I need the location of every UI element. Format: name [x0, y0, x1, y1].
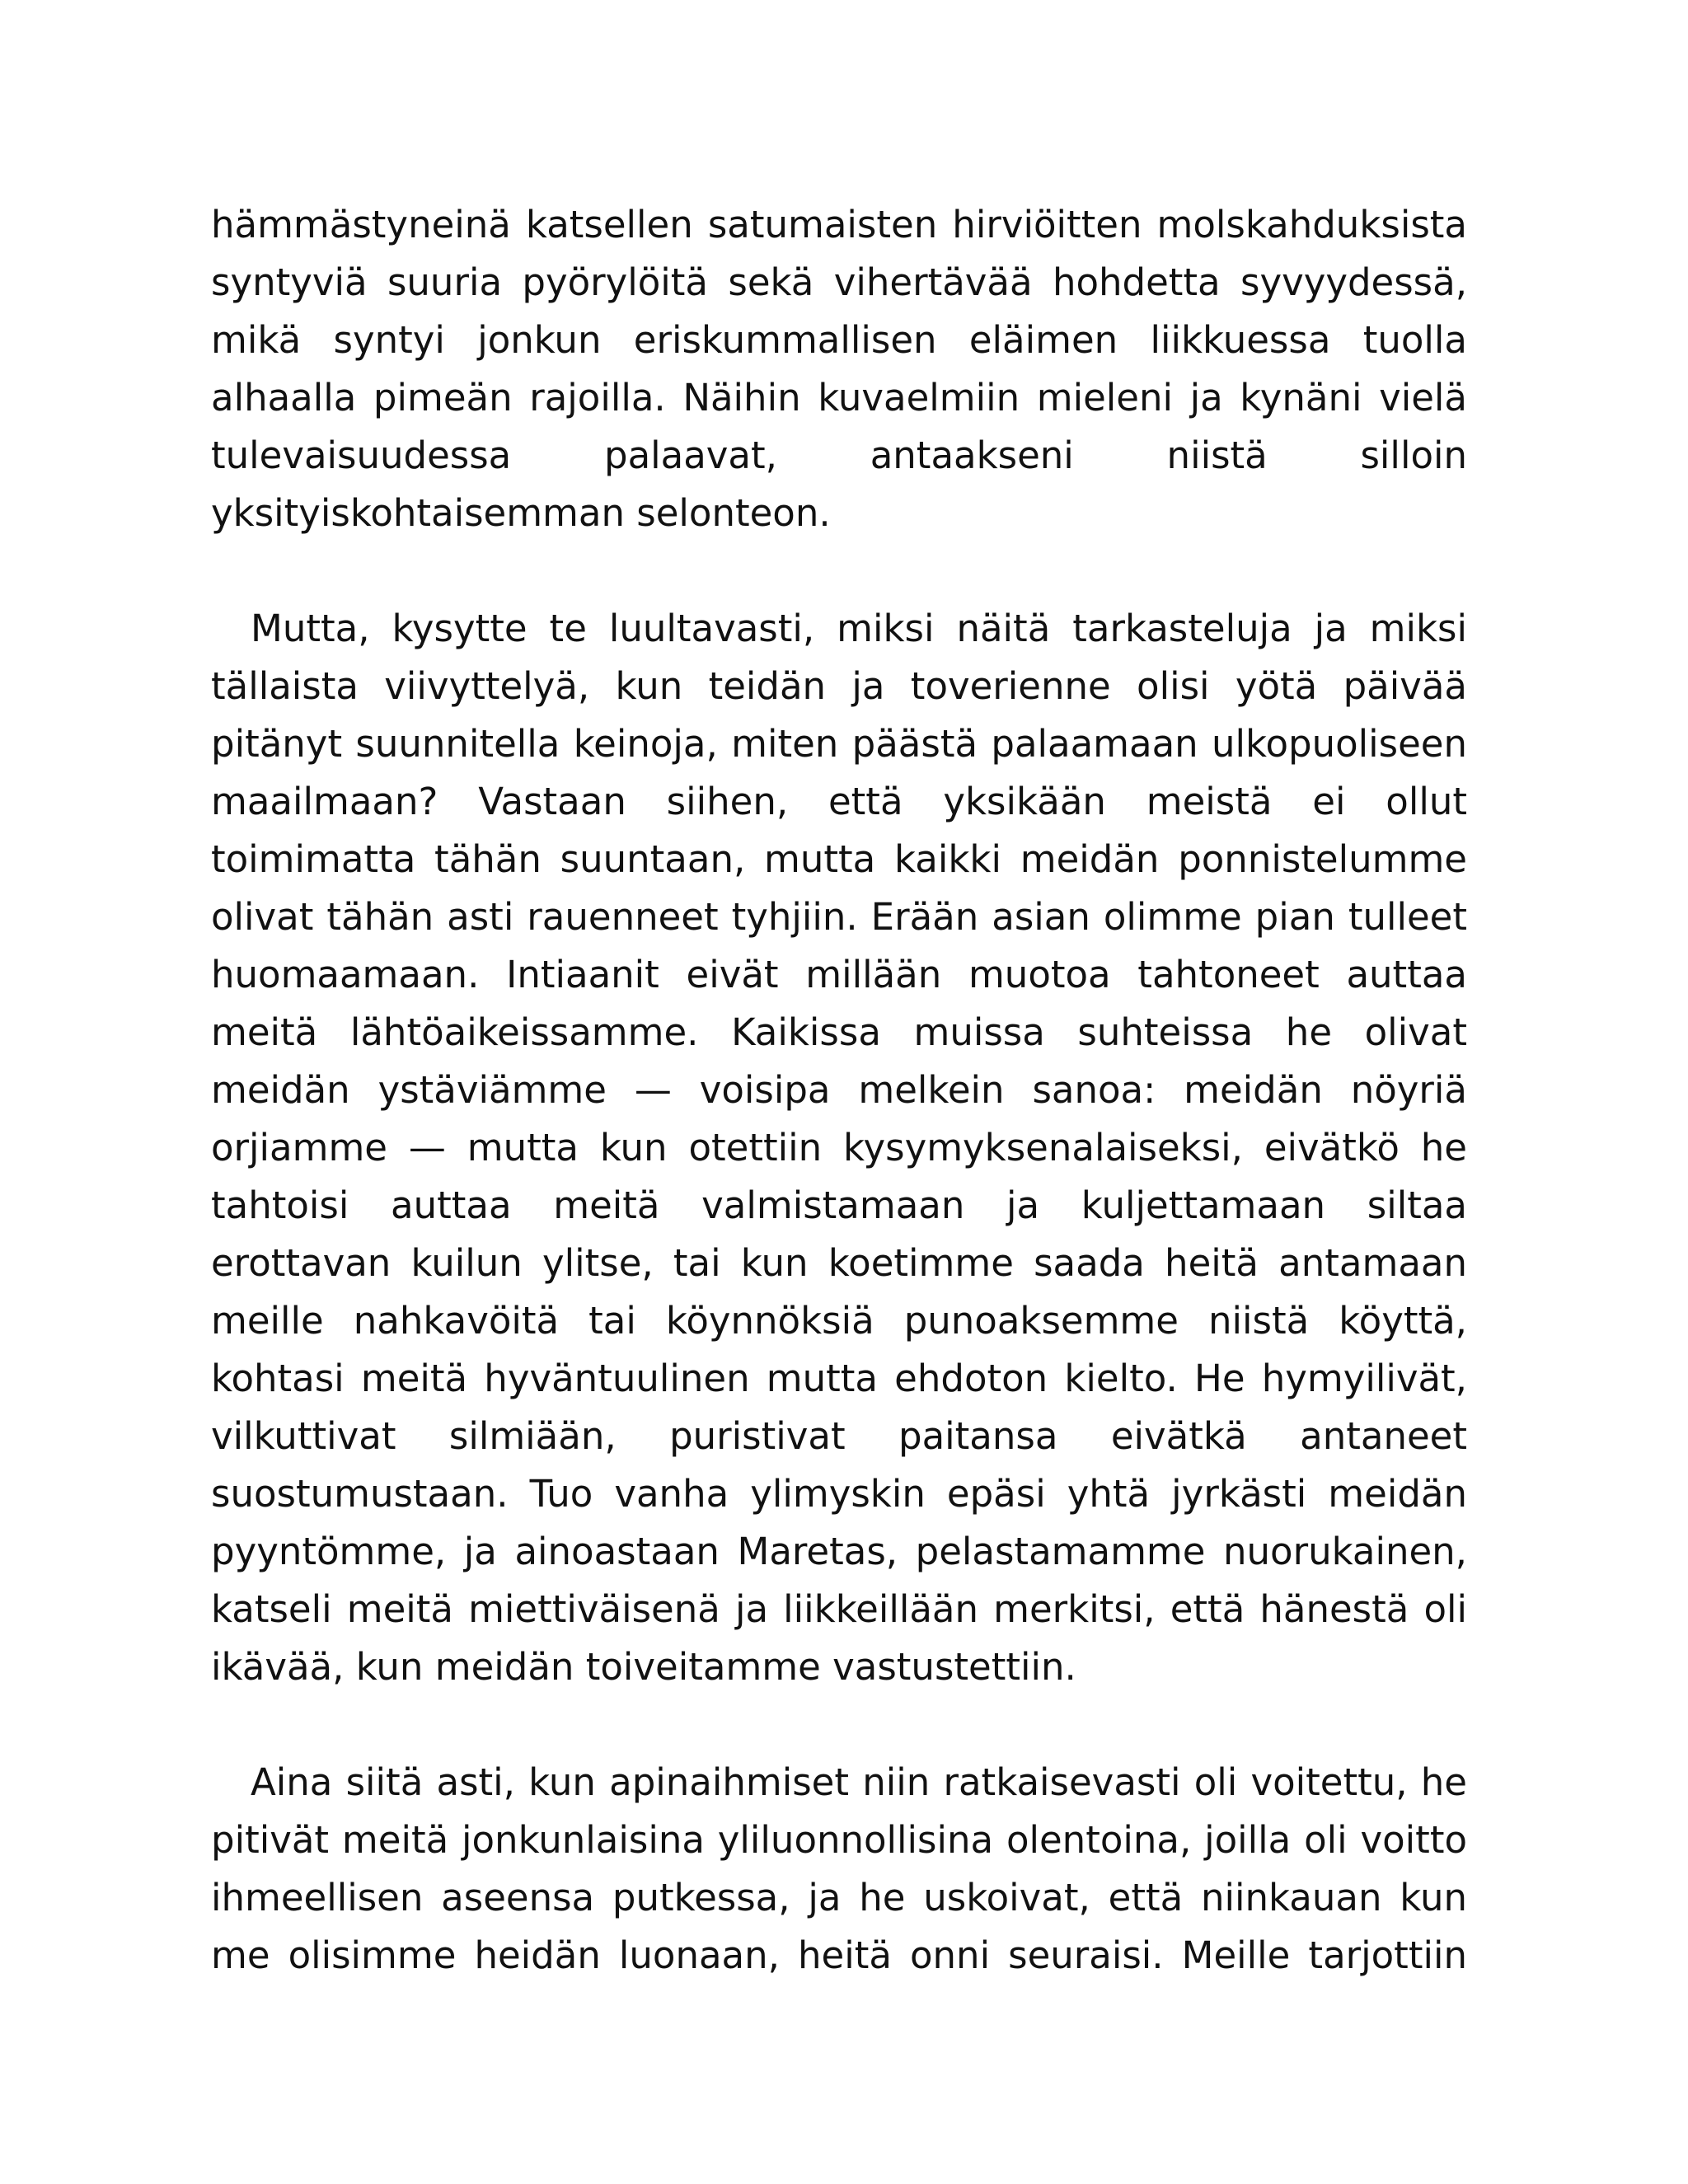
- paragraph-2: Mutta, kysytte te luultavasti, miksi näitä tarkasteluja ja miksi tällaista viivyttelyä, kun teidän ja toverienne olisi yötä päivää pitänyt suunnitella keinoja, miten päästä palaamaan ulkopuoliseen maailmaan? Vastaan siihen, että yksikään meistä ei ollut toimimatta tähän suuntaan, mutta kaikki meidän ponnistelumme olivat tähän asti rauenneet tyhjiin. Erään asian olimme pian tulleet huomaamaan. Intiaanit eivät millään muotoa tahtoneet auttaa meitä lähtöaikeissamme. Kaikissa muissa suhteissa he olivat meidän ystäviämme — voisipa melkein sanoa: meidän nöyriä orjiamme — mutta kun otettiin kysymyksenalaiseksi, eivätkö he tahtoisi auttaa meitä valmistamaan ja kuljettamaan siltaa erottavan kuilun ylitse, tai kun koetimme saada heitä antamaan meille nahkavöitä tai köynnöksiä punoaksemme niistä köyttä, kohtasi meitä hyväntuulinen mutta ehdoton kielto. He hymyilivät, vilkuttivat silmiään, puristivat paitansa eivätkä antaneet suostumustaan. Tuo vanha ylimyskin epäsi yhtä jyrkästi meidän pyyntömme, ja ainoastaan Maretas, pelastamamme nuorukainen, katseli meitä miettiväisenä ja liikkeillään merkitsi, että hänestä oli ikävää, kun meidän toiveitamme vastustettiin.: [211, 607, 1467, 1689]
- paragraph-3: Aina siitä asti, kun apinaihmiset niin ratkaisevasti oli voitettu, he pitivät meitä jonkunlaisina yliluonnollisina olentoina, joilla oli voitto ihmeellisen aseensa putkessa, ja he uskoivat, että niinkauan kun me olisimme heidän luonaan, heitä onni seuraisi. Meille tarjottiin: [211, 1760, 1467, 1977]
- document-page: [211, 196, 1467, 1985]
- paragraph-1: hämmästyneinä katsellen satumaisten hirviöitten molskahduksista syntyviä suuria pyörylöitä sekä vihertävää hohdetta syvyydessä, mikä syntyi jonkun eriskummallisen eläimen liikkuessa tuolla alhaalla pimeän rajoilla. Näihin kuvaelmiin mieleni ja kynäni vielä tulevaisuudessa palaavat, antaakseni niistä silloin yksityiskohtaisemman selonteon.: [211, 203, 1467, 535]
